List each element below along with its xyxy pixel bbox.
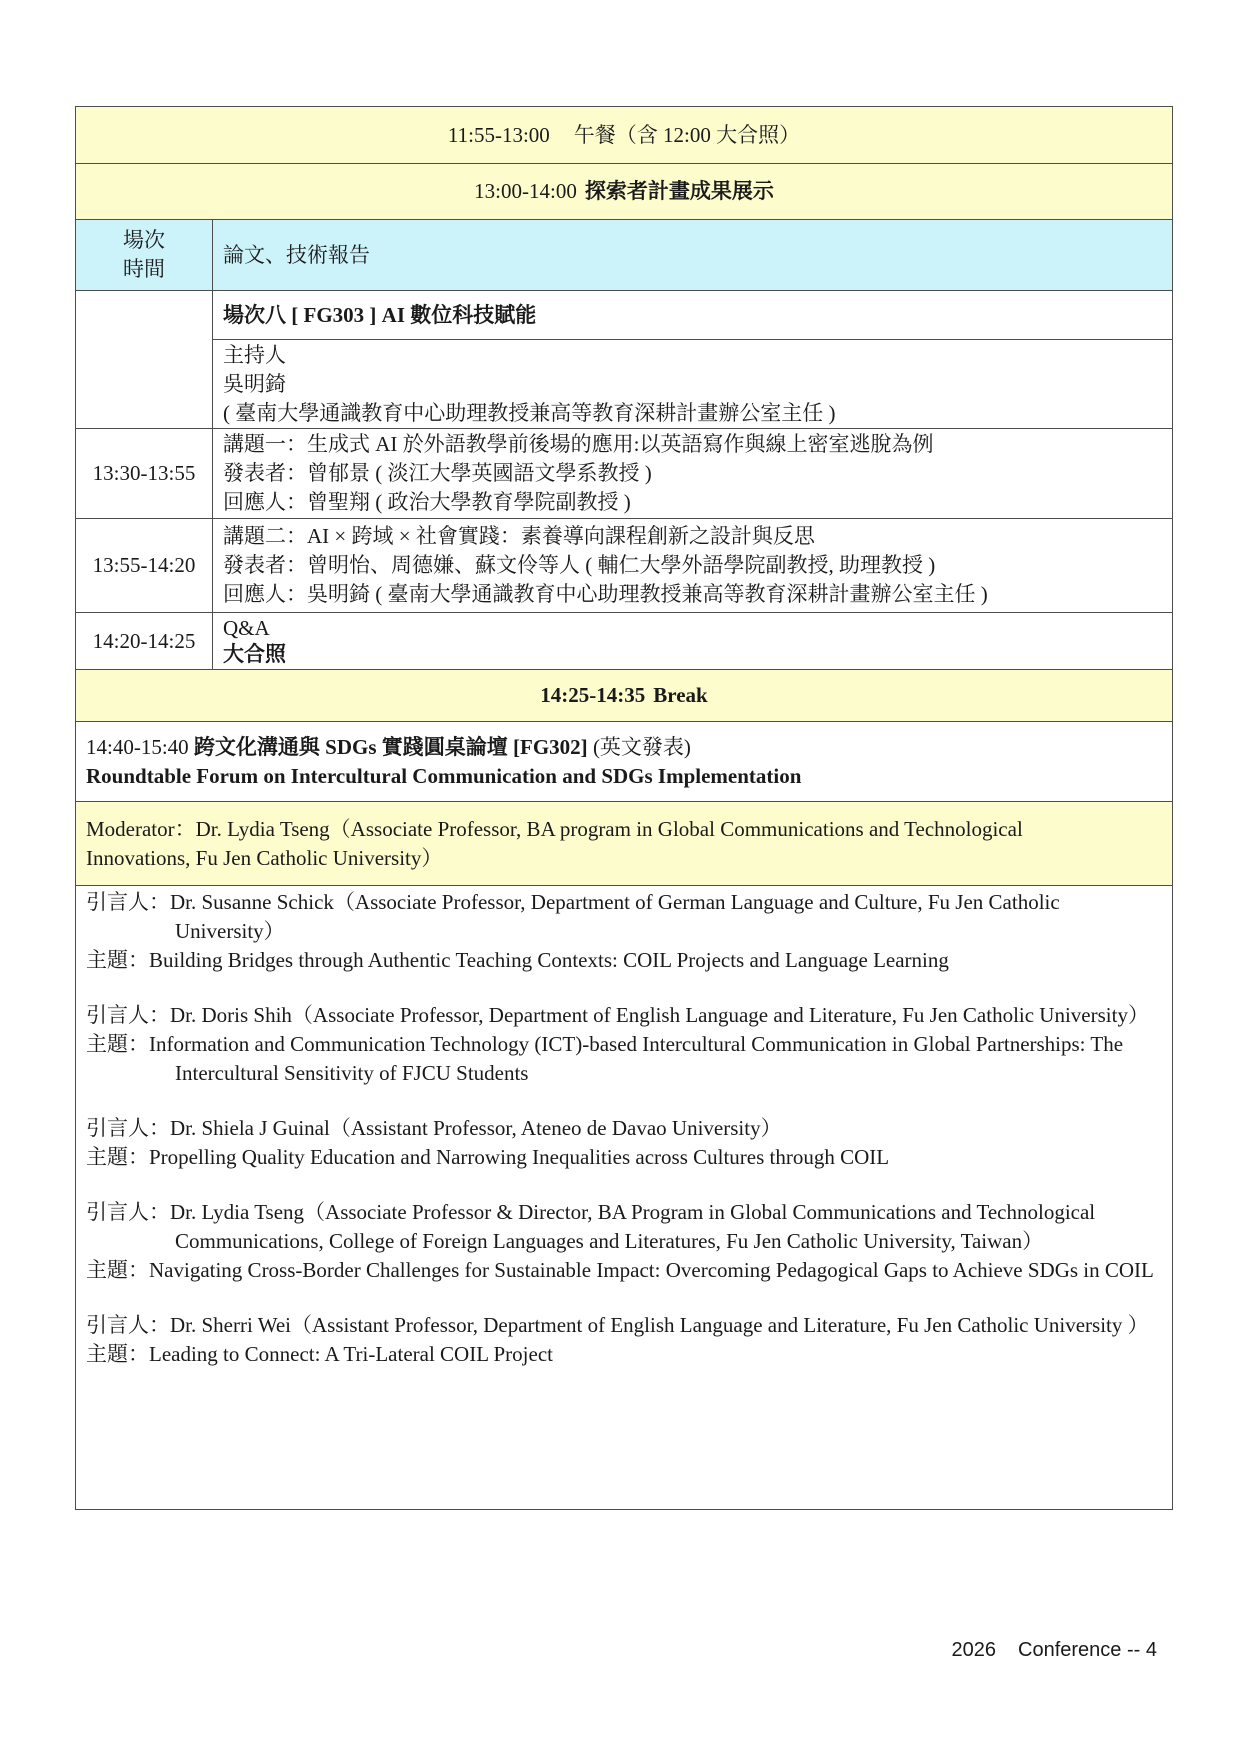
header-session: 場次 [123,228,165,252]
header-time: 時間 [123,257,165,281]
session-title: 場次八 [ FG303 ] AI 數位科技賦能 [213,291,1173,340]
forum-title-row [76,722,1173,802]
speaker-entry [86,888,1162,975]
speaker-topic: 主題：Leading to Connect: A Tri-Lateral COIL Project [86,1342,553,1366]
host-row [76,340,1173,429]
talk-time: 13:30-13:55 [76,429,213,519]
talk-presenter: 發表者：曾郁景 ( 淡江大學英國語文學系教授 ) [223,461,652,485]
speaker-entry [86,1311,1162,1369]
speaker-intro: 引言人：Dr. Doris Shih（Associate Professor, Department of English Language and Literature, Fu Jen Catholic University） [86,1003,1149,1027]
host-name: 吳明錡 [223,371,286,396]
speaker-intro: 引言人：Dr. Susanne Schick（Associate Professor, Department of German Language and Culture, Fu Jen Catholic University） [86,890,1060,943]
qa-label: Q&A [223,616,270,640]
talk-topic: 講題一：生成式 AI 於外語教學前後場的應用:以英語寫作與線上密室逃脫為例 [223,432,934,456]
forum-code: [FG302] [513,734,588,759]
table-header-row [76,220,1173,291]
host-label: 主持人 [223,342,286,367]
talk-row [76,429,1173,519]
schedule-table [75,106,1173,1510]
session-title-row [76,291,1173,340]
forum-title-zh: 跨文化溝通與 SDGs 實踐圓桌論壇 [193,734,508,759]
speaker-entry [86,1114,1162,1172]
speaker-entry [86,1001,1162,1088]
talk-row [76,519,1173,613]
talk-presenter: 發表者：曾明怡、周德嫌、蘇文伶等人 ( 輔仁大學外語學院副教授, 助理教授 ) [223,553,936,577]
moderator-line: Innovations, Fu Jen Catholic University） [86,845,443,870]
lunch-label: 午餐（含 12:00 大合照） [573,122,801,147]
talk-respondent: 回應人：曾聖翔 ( 政治大學教育學院副教授 ) [223,490,631,514]
talk-respondent: 回應人：吳明錡 ( 臺南大學通識教育中心助理教授兼高等教育深耕計畫辦公室主任 ) [223,582,988,606]
talk-time: 13:55-14:20 [76,519,213,613]
qa-row [76,613,1173,670]
host-affiliation: ( 臺南大學通識教育中心助理教授兼高等教育深耕計畫辦公室主任 ) [223,400,836,425]
forum-language: (英文發表) [592,734,691,759]
speaker-intro: 引言人：Dr. Shiela J Guinal（Assistant Professor, Ateneo de Davao University） [86,1116,782,1140]
speaker-intro: 引言人：Dr. Lydia Tseng（Associate Professor & Director, BA Program in Global Communications and Technological Communications, College of Foreign Languages and Literatures, Fu Jen Catholic University, Taiwan） [86,1200,1096,1253]
footer-year: 2026 [951,1639,997,1661]
showcase-time: 13:00-14:00 [474,179,577,203]
speaker-topic: 主題：Building Bridges through Authentic Teaching Contexts: COIL Projects and Language Learning [86,948,949,972]
showcase-title: 探索者計畫成果展示 [584,179,774,203]
header-papers: 論文、技術報告 [213,220,1173,291]
qa-time: 14:20-14:25 [76,613,213,670]
moderator-row [76,802,1173,886]
group-photo-label: 大合照 [223,642,286,666]
talk-topic: 講題二：AI × 跨域 × 社會實踐：素養導向課程創新之設計與反思 [223,524,815,548]
break-time: 14:25-14:35 [540,683,646,707]
speaker-entry [86,1198,1162,1285]
showcase-row [76,164,1173,220]
speakers-row [76,886,1173,1510]
lunch-row [76,107,1173,164]
page-footer [952,1639,1157,1662]
speaker-topic: 主題：Navigating Cross-Border Challenges for Sustainable Impact: Overcoming Pedagogical Gaps to Achieve SDGs in COIL [86,1258,1154,1282]
footer-label: Conference -- 4 [1018,1639,1157,1661]
forum-time: 14:40-15:40 [86,734,189,759]
speaker-topic: 主題：Propelling Quality Education and Narrowing Inequalities across Cultures through COIL [86,1145,890,1169]
forum-title-en: Roundtable Forum on Intercultural Communication and SDGs Implementation [86,763,802,788]
lunch-time: 11:55-13:00 [447,122,550,147]
speaker-topic: 主題：Information and Communication Technology (ICT)-based Intercultural Communication in Global Partnerships: The Intercultural Sensitivity of FJCU Students [86,1032,1124,1085]
moderator-line: Moderator：Dr. Lydia Tseng（Associate Professor, BA program in Global Communications and Technological [86,816,1023,841]
speaker-intro: 引言人：Dr. Sherri Wei（Assistant Professor, Department of English Language and Literature, Fu Jen Catholic University ） [86,1313,1149,1337]
break-label: Break [653,683,708,707]
break-row [76,670,1173,722]
